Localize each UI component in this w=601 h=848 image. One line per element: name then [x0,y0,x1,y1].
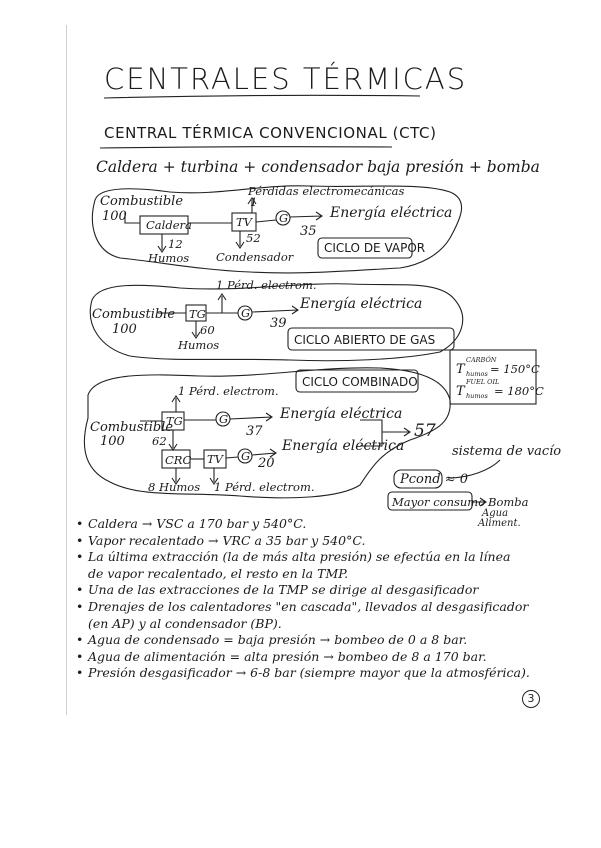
flow-arrow [256,220,276,222]
list-item: (en AP) y al condensador (BP). [88,615,282,631]
notes-list [76,516,601,682]
pump-sub2-note: Aliment. [478,518,521,529]
pump-sub1-note: Agua [482,508,509,519]
vapor-flue-label: Humos [148,251,190,265]
pcond-note: Pcond ≈ 0 [400,472,468,487]
intro-line: Caldera + turbina + condensador baja presión + bomba [96,158,540,176]
combined-generator-bottom: G [241,449,251,463]
condenser-arrow [236,231,244,248]
list-item: • Agua de alimentación = alta presión → bombeo de 8 a 170 bar. [76,649,601,666]
output-arrow [252,306,298,314]
combined-total-value: 57 [414,421,436,441]
vapor-generator-label: G [279,211,289,225]
temp-fuel-value: = 180°C [494,384,544,398]
gas-generator-label: G [241,306,251,320]
vapor-flue-value: 12 [168,237,183,251]
list-item: de vapor recalentado, el resto en la TMP. [88,565,349,581]
gas-cycle-name: CICLO ABIERTO DE GAS [294,333,436,347]
output-arrow [230,413,272,421]
combined-cycle-name: CICLO COMBINADO [302,375,418,389]
gas-losses-label: 1 Pérd. electrom. [216,278,317,292]
temp-fuel-sup: FUEL OIL [466,378,500,386]
flue-arrow [158,234,166,252]
pump-note: Bomba [488,495,529,509]
gas-flue-label: Humos [178,338,220,352]
vacuum-system-note: sistema de vacío [452,444,562,459]
vapor-losses-label: Pérdidas electromecánicas [248,184,405,198]
combined-fuel-value: 100 [100,434,125,449]
temp-fuel-letter: T [456,384,465,399]
combined-output-top-value: 37 [246,424,263,439]
vapor-boiler-label: Caldera [146,218,192,232]
list-item: • Agua de condensado = baja presión → bombeo de 0 a 8 bar. [76,632,601,649]
combined-generator-top: G [219,412,229,426]
list-item: • Presión desgasificador → 6-8 bar (siempre mayor que la atmosférica). [76,665,601,682]
combined-output-bottom-value: 20 [258,456,275,471]
combined-flue-label: 8 Humos [148,480,201,494]
page-number: 3 [522,690,540,708]
vapor-condenser-label: Condensador [216,250,294,264]
temp-coal-letter: T [456,362,465,377]
temp-coal-sup: CARBÓN [466,356,497,364]
list-item: • Vapor recalentado → VRC a 35 bar y 540°C. [76,533,601,550]
vapor-losses-value: 1 [250,195,258,209]
gas-fuel-value: 100 [112,322,137,337]
losses-arrow [172,396,180,412]
temp-coal-value: = 150°C [490,362,540,376]
vapor-condenser-value: 52 [246,231,261,245]
vapor-fuel-label: Combustible [100,194,184,209]
vapor-cycle-name: CICLO DE VAPOR [324,241,426,255]
list-item: • Drenajes de los calentadores "en cascada", llevados al desgasificador [76,599,601,616]
combined-hrsg-in-value: 62 [152,434,167,448]
gas-output-label: Energía eléctrica [300,296,423,312]
section-subtitle: CENTRAL TÉRMICA CONVENCIONAL (CTC) [104,124,437,142]
gas-output-value: 39 [270,316,287,331]
gas-turbine-label: TG [189,307,206,321]
vapor-turbine-label: TV [236,215,252,229]
temp-coal-sub: humos [466,370,488,378]
combined-gas-turbine-label: TG [166,414,183,428]
vapor-output-label: Energía eléctrica [330,205,453,221]
page-title: CENTRALES TÉRMICAS [104,62,468,96]
temp-fuel-sub: humos [466,392,488,400]
gas-flue-value: 60 [200,323,215,337]
list-item: • La última extracción (la de más alta presión) se efectúa en la línea [76,549,601,566]
combined-losses-bottom: 1 Pérd. electrom. [214,480,315,494]
output-arrow [290,212,322,220]
gas-fuel-label: Combustible [92,307,176,322]
consumption-note: Mayor consumo [392,495,486,509]
combined-output-bottom-label: Energía eléctrica [282,438,405,454]
flow-arrow [226,457,238,458]
combined-steam-turbine-label: TV [207,452,223,466]
list-item: • Una de las extracciones de la TMP se dirige al desgasificador [76,582,601,599]
combined-output-top-label: Energía eléctrica [280,406,403,422]
combined-hrsg-label: CRC [165,453,192,467]
vapor-output-value: 35 [300,224,317,239]
flue-arrow [192,321,200,338]
combined-losses-top: 1 Pérd. electrom. [178,384,279,398]
fuel-line [125,212,140,223]
losses-arrow [218,294,226,313]
list-item: • Caldera → VSC a 170 bar y 540°C. [76,516,601,533]
combined-fuel-label: Combustible [90,420,174,435]
vapor-fuel-value: 100 [102,209,127,224]
